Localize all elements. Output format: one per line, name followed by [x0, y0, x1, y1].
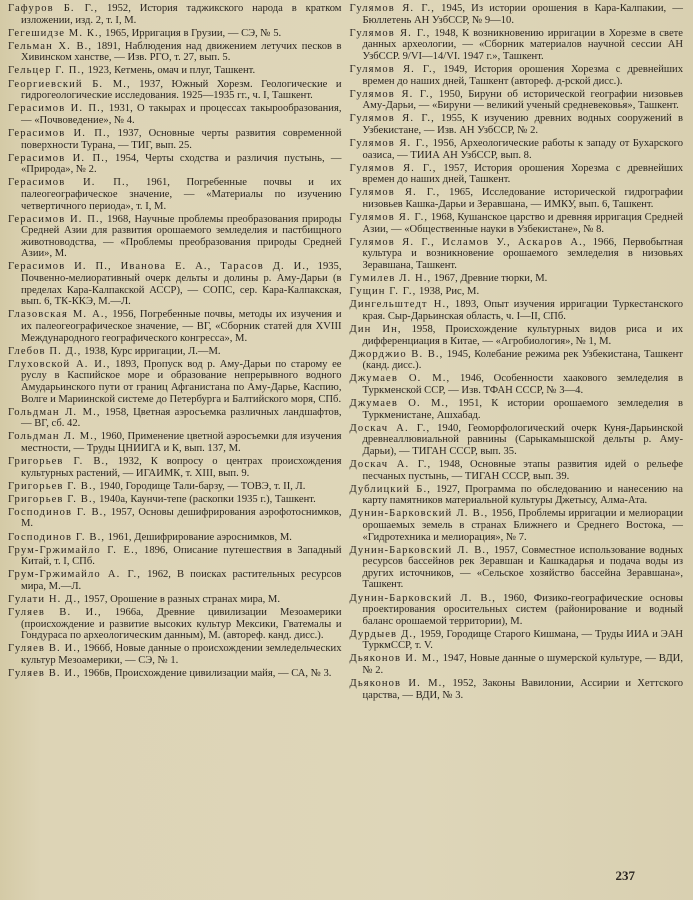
- entry-text: 1956, Археологические работы к западу от Бухарского оазиса, — ТИИА АН УзбССР, вып. 8.: [362, 138, 683, 161]
- entry-author: Дунин-Барковский Л. В.,: [349, 592, 497, 604]
- bibliography-entry: [350, 212, 684, 235]
- entry-author: Гольдман Л. М.,: [8, 406, 101, 418]
- bibliography-columns: [8, 3, 683, 703]
- bibliography-entry: [350, 286, 684, 298]
- bibliography-entry: [350, 459, 684, 482]
- bibliography-entry: [350, 138, 684, 161]
- entry-text: 1896, Описание путешествия в Западный Китай, т. I, СПб.: [21, 544, 342, 568]
- bibliography-entry: [8, 359, 342, 405]
- entry-text: 1967, Древние тюрки, М.: [431, 273, 548, 285]
- entry-text: 1938, Курс ирригации, Л.—М.: [81, 345, 221, 357]
- entry-author: Господинов Г. В.,: [8, 531, 106, 543]
- entry-text: 1945, Из истории орошения в Кара-Калпакии, — Бюллетень АН УзбССР, № 9—10.: [362, 3, 683, 26]
- entry-author: Гумилев Л. Н.,: [349, 273, 432, 285]
- bibliography-entry: [350, 64, 684, 87]
- bibliography-entry: [350, 349, 684, 372]
- entry-text: 1961, Погребенные почвы и их палеогеографическое значение, — «Материалы по изучению четвертичного периода», т. I, М.: [21, 177, 342, 212]
- entry-author: Гущин Г. Г.,: [349, 286, 417, 298]
- bibliography-entry: [8, 309, 342, 344]
- bibliography-entry: [8, 153, 342, 176]
- entry-author: Гулямов Я. Г.,: [349, 63, 437, 75]
- entry-text: 1948, Основные этапы развития идей о рельефе песчаных пустынь, — ТИГАН СССР, вып. 39.: [362, 458, 684, 482]
- entry-author: Герасимов И. П.,: [8, 127, 111, 139]
- bibliography-entry: [8, 607, 342, 642]
- entry-author: Гулямов Я. Г.,: [349, 113, 435, 125]
- bibliography-entry: [8, 346, 342, 358]
- entry-author: Герасимов И. П.,: [8, 103, 105, 115]
- entry-text: 1968, Кушанское царство и древняя ирригация Средней Азии, — «Общественные науки в Узбекистане», № 8.: [362, 212, 683, 235]
- bibliography-entry: [8, 3, 342, 26]
- entry-author: Дьяконов И. М.,: [349, 653, 440, 665]
- entry-text: 1952, История таджикского народа в кратком изложении, изд. 2, т. I, М.: [21, 3, 342, 26]
- bibliography-entry: [350, 373, 684, 396]
- entry-text: 1940а, Каунчи-тепе (раскопки 1935 г.), Ташкент.: [96, 493, 316, 505]
- bibliography-entry: [350, 273, 684, 285]
- entry-text: 1965, Ирригация в Грузии, — СЭ, № 5.: [102, 27, 282, 39]
- entry-text: 1968, Научные проблемы преобразования природы Средней Азии для развития орошаемого земледелия и пастбищного животноводства, — «Проблемы преобразования природы Средней Азии», М.: [21, 213, 342, 260]
- entry-author: Господинов Г. В.,: [8, 506, 108, 518]
- entry-text: 1937, Южный Хорезм. Геологические и гидрогеологические исследования. 1925—1935 гг., ч. I, Ташкент.: [21, 78, 342, 102]
- entry-author: Григорьев Г. В.,: [8, 493, 97, 505]
- entry-text: 1938, Рис, М.: [416, 286, 480, 298]
- entry-author: Герасимов И. П.,: [8, 152, 109, 164]
- entry-author: Гулямов Я. Г.,: [349, 3, 435, 14]
- bibliography-entry: [350, 237, 684, 272]
- entry-text: 1948, К возникновению ирригации в Хорезме в свете данных археологии, — «Сборник материалов научной сессии АН УзбССР. 9/VI—14/VI. 1947 г.», Ташкент.: [362, 27, 683, 62]
- entry-author: Гегешидзе М. К.,: [8, 27, 103, 39]
- bibliography-entry: [8, 65, 342, 77]
- bibliography-entry: [350, 484, 684, 507]
- entry-text: 1952, Законы Вавилонии, Ассирии и Хеттского царства, — ВДИ, № 3.: [362, 678, 683, 701]
- entry-text: 1932, К вопросу о центрах происхождения культурных растений, — ИГАИМК, т. XIII, вып. 9.: [21, 455, 342, 479]
- entry-text: 1955, К изучению древних водных сооружений в Узбекистане, — Изв. АН УзбССР, № 2.: [362, 113, 683, 136]
- entry-author: Гельман Х. В.,: [8, 40, 93, 52]
- entry-text: 1954, Черты сходства и различия пустынь, — «Природа», № 2.: [21, 152, 342, 176]
- bibliography-entry: [8, 103, 342, 126]
- bibliography-entry: [8, 214, 342, 260]
- entry-text: 1956, Проблемы ирригации и мелиорации орошаемых земель в странах Ближнего и Среднего Востока, — «Гидротехника и мелиорация», № 7.: [362, 508, 683, 543]
- page-number: 237: [615, 868, 635, 883]
- entry-text: 1958, Происхождение культурных видов риса и их дифференциация в Китае, — «Агробиология», № 1, М.: [362, 323, 683, 347]
- entry-text: 1961, Дешифрирование аэроснимков, М.: [105, 531, 292, 543]
- entry-author: Доскач А. Г.,: [349, 422, 431, 434]
- entry-author: Григорьев Г. В.,: [8, 455, 110, 467]
- bibliography-entry: [8, 481, 342, 493]
- bibliography-entry: [350, 163, 684, 186]
- entry-text: 1966а, Древние цивилизации Мезоамерики (происхождение и развитие высоких культур Мексики, Гватемалы и Гондураса по археологическим данным), М. (автореф. канд. дисс.).: [21, 607, 342, 642]
- bibliography-entry: [8, 569, 342, 592]
- entry-author: Гулямов Я. Г.,: [349, 212, 429, 224]
- bibliography-entry: [350, 113, 684, 136]
- entry-text: 1935, Почвенно-мелиоративный очерк дельты и долины р. Аму-Дарьи (в пределах Кара-Калпакской АССР), — СОПС, сер. Кара-Калпакская, вып. 6, ТК-ККЭ, М.—Л.: [21, 261, 342, 308]
- entry-text: 1966, Первобытная культура и возникновение орошаемого земледелия в низовьях Зеравшана, Ташкент.: [362, 236, 684, 271]
- entry-author: Гулямов Я. Г.,: [349, 187, 441, 199]
- entry-author: Дублицкий Б.,: [349, 483, 431, 495]
- entry-text: 1940, Городище Тали-барзу, — ТОВЭ, т. II, Л.: [96, 480, 306, 492]
- bibliography-entry: [8, 594, 342, 606]
- bibliography-entry: [350, 89, 684, 112]
- entry-text: 1947, Новые данные о шумерской культуре, — ВДИ, № 2.: [362, 653, 683, 677]
- entry-text: 1957, Основы дешифрирования аэрофотоснимков, М.: [21, 506, 342, 530]
- entry-author: Гулямов Я. Г.,: [349, 27, 431, 39]
- entry-text: 1927, Программа по обследованию и нанесению на карту памятников материальной культуры Джетысу, Алма-Ата.: [362, 483, 683, 507]
- bibliography-entry: [8, 494, 342, 506]
- bibliography-entry: [350, 398, 684, 421]
- entry-author: Джорджио В. В.,: [349, 348, 444, 360]
- bibliography-entry: [350, 187, 684, 210]
- entry-text: 1923, Кетмень, омач и плуг, Ташкент.: [85, 65, 256, 77]
- bibliography-entry: [8, 79, 342, 102]
- entry-text: 1937, Основные черты развития современной поверхности Турана, — ТИГ, вып. 25.: [21, 127, 342, 151]
- bibliography-entry: [350, 678, 684, 701]
- entry-text: 1966б, Новые данные о происхождении земледельческих культур Мезоамерики, — СЭ, № 1.: [21, 643, 342, 666]
- entry-author: Джумаев О. М.,: [349, 373, 451, 385]
- entry-text: 1950, Бируни об исторической географии низовьев Аму-Дарьи, — «Бируни — великий ученый средневековья», Ташкент.: [362, 88, 683, 112]
- entry-author: Грум-Гржимайло А. Г.,: [8, 569, 142, 581]
- right-column: [350, 3, 684, 703]
- entry-text: 1965, Исследование исторической гидрографии низовьев Кашка-Дарьи и Зеравшана, — ИМКУ, вып. 6, Ташкент.: [362, 187, 683, 210]
- entry-author: Дунин-Барковский Л. В.,: [349, 544, 490, 556]
- entry-author: Гулямов Я. Г., Исламов У., Аскаров А.,: [349, 236, 587, 248]
- bibliography-entry: [350, 324, 684, 347]
- entry-author: Гулямов Я. Г.,: [349, 88, 434, 100]
- entry-text: 1931, О такырах и процессах такырообразования, — «Почвоведение», № 4.: [21, 103, 342, 126]
- bibliography-entry: [350, 593, 684, 628]
- entry-text: 1891, Наблюдения над движением летучих песков в Хивинском ханстве, — Изв. РГО, т. 27, вып. 5.: [21, 40, 342, 64]
- entry-author: Герасимов И. П., Иванова Е. А., Тарасов Д. И.,: [8, 261, 310, 273]
- entry-author: Дьяконов И. М.,: [349, 678, 447, 690]
- bibliography-entry: [8, 643, 342, 666]
- bibliography-entry: [8, 407, 342, 430]
- entry-text: 1957, Совместное использование водных ресурсов бассейнов рек Зеравшан и Кашкадарья и подача воды из других источников, — «Сельское хозяйство бассейна Зеравшана», Ташкент.: [362, 544, 684, 591]
- entry-author: Дингельштедт Н.,: [349, 299, 450, 311]
- entry-author: Гуляев В. И.,: [8, 668, 81, 680]
- entry-author: Глуховской А. И.,: [8, 358, 111, 370]
- entry-text: 1951, К истории орошаемого земледелия в Туркменистане, Ашхабад.: [362, 398, 684, 421]
- bibliography-entry: [8, 456, 342, 479]
- entry-author: Гуляев В. И.,: [8, 643, 81, 655]
- entry-author: Герасимов И. П.,: [8, 213, 104, 225]
- entry-author: Дурдыев Д.,: [349, 628, 417, 640]
- bibliography-entry: [8, 545, 342, 568]
- entry-text: 1945, Колебание режима рек Узбекистана, Ташкент (канд. дисс.).: [362, 348, 683, 372]
- entry-text: 1959, Городище Старого Кишмана, — Труды ИИА и ЭАН ТуркмССР, т. V.: [362, 628, 684, 652]
- entry-text: 1893, Опыт изучения ирригации Туркестанского края. Сыр-Дарьинская область, ч. I—II, СПб.: [362, 299, 683, 322]
- entry-text: 1958, Цветная аэросъемка различных ландшафтов, — ВГ, сб. 42.: [21, 406, 342, 430]
- entry-author: Гуляев В. И.,: [8, 607, 102, 619]
- entry-author: Дин Ин,: [349, 323, 402, 335]
- entry-author: Глебов П. Д.,: [8, 345, 82, 357]
- entry-text: 1960, Применение цветной аэросъемки для изучения местности, — Труды ЦНИИГА и К, вып. 137, М.: [21, 431, 342, 454]
- bibliography-entry: [8, 507, 342, 530]
- entry-author: Доскач А. Г.,: [349, 458, 432, 470]
- entry-author: Гафуров Б. Г.,: [8, 3, 99, 14]
- entry-text: 1962, В поисках растительных ресурсов мира, М.—Л.: [21, 569, 342, 592]
- entry-author: Глазовская М. А.,: [8, 309, 109, 321]
- entry-author: Гольдман Л. М.,: [8, 431, 98, 443]
- entry-author: Григорьев Г. В.,: [8, 480, 97, 492]
- entry-author: Гельцер Г. П.,: [8, 65, 86, 77]
- entry-author: Грум-Гржимайло Г. Е.,: [8, 544, 139, 556]
- entry-author: Герасимов И. П.,: [8, 177, 130, 189]
- entry-author: Гулямов Я. Г.,: [349, 162, 437, 174]
- bibliography-entry: [350, 423, 684, 458]
- bibliography-entry: [8, 532, 342, 544]
- entry-text: 1949, История орошения Хорезма с древнейших времен до наших дней, Ташкент (автореф. д-рской дисс.).: [362, 63, 683, 87]
- bibliography-entry: [350, 629, 684, 652]
- bibliography-entry: [350, 545, 684, 591]
- left-column: [8, 3, 342, 703]
- bibliography-entry: [8, 261, 342, 307]
- bibliography-entry: [8, 668, 342, 680]
- entry-author: Гулати Н. Д.,: [8, 594, 81, 605]
- bibliography-entry: [8, 128, 342, 151]
- bibliography-entry: [8, 28, 342, 40]
- bibliography-entry: [8, 41, 342, 64]
- entry-author: Георгиевский Б. М.,: [8, 78, 131, 90]
- entry-text: 1957, Орошение в разных странах мира, М.: [80, 594, 280, 605]
- entry-text: 1893, Пропуск вод р. Аму-Дарьи по старому ее руслу в Каспийское море и образование непрерывного водного Амударьинского пути от границ Афганистана по Аму-Дарье, Каспию, Волге и Мариинской системе до Петербурга и Балтийского моря, СПб.: [21, 358, 342, 405]
- entry-text: 1956, Погребенные почвы, методы их изучения и их палеогеографическое значение, — ВГ, «Сборник статей для XVIII Международного географического конгресса», М.: [21, 309, 342, 344]
- bibliography-entry: [350, 653, 684, 676]
- entry-text: 1960, Физико-географические основы проектирования оросительных систем (районирование и водный баланс орошаемой территории), М.: [362, 592, 683, 627]
- bibliography-entry: [350, 508, 684, 543]
- entry-author: Дунин-Барковский Л. В.,: [349, 508, 489, 520]
- entry-text: 1940, Геоморфологический очерк Куня-Дарьинской древнеаллювиальной равнины (Сарыкамышской дельты р. Аму-Дарьи), — ТИГАН СССР, вып. 35.: [362, 422, 683, 457]
- entry-author: Гулямов Я. Г.,: [349, 138, 430, 150]
- entry-author: Джумаев О. М.,: [349, 398, 450, 409]
- bibliography-entry: [350, 28, 684, 63]
- bibliography-entry: [8, 177, 342, 212]
- bibliography-entry: [350, 299, 684, 322]
- entry-text: 1946, Особенности хаакового земледелия в Туркменской ССР, — Изв. ТФАН СССР, № 3—4.: [362, 373, 683, 396]
- bibliography-entry: [8, 431, 342, 454]
- entry-text: 1957, История орошения Хорезма с древнейших времен до наших дней, Ташкент.: [362, 162, 683, 186]
- entry-text: 1966в, Происхождение цивилизации майя, — СА, № 3.: [80, 668, 332, 680]
- bibliography-entry: [350, 3, 684, 26]
